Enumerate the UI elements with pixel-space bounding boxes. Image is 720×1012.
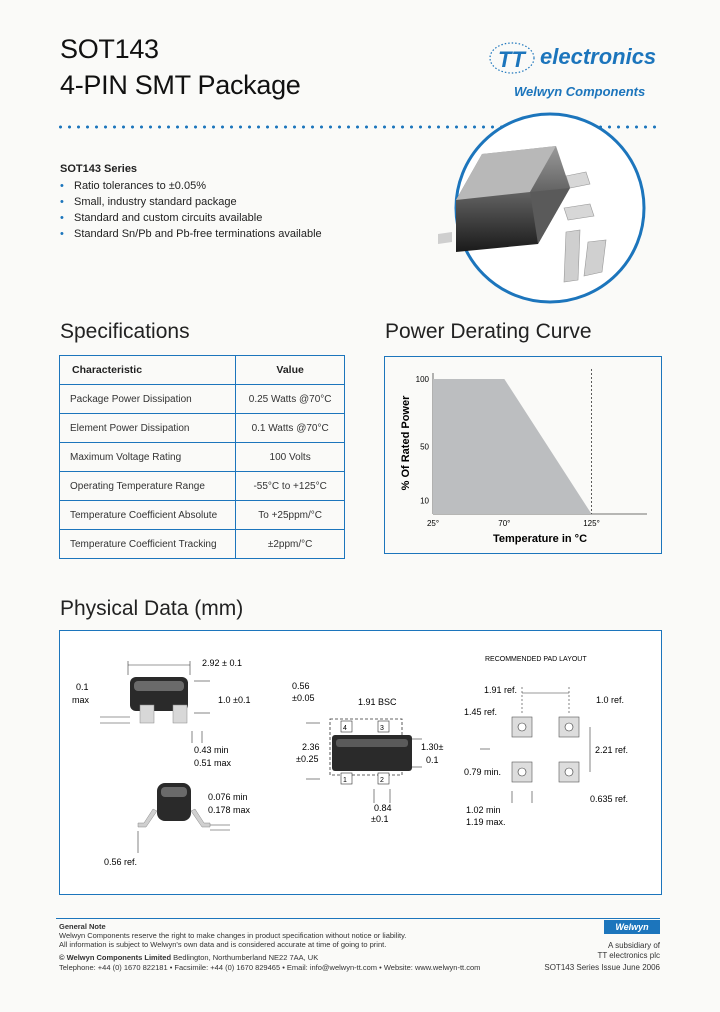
pin-number: 3 [380,725,384,732]
table-row [60,501,345,530]
column-header: Characteristic [60,356,236,385]
table-row [60,443,345,472]
page-subtitle: 4-PIN SMT Package [60,70,301,100]
dim-length-tol: ±0.25 [296,754,319,764]
pad-layout-drawing [480,687,590,803]
dim-wide-lead: 0.84 [374,803,392,813]
page-title: SOT143 [60,34,159,64]
spec-label: Temperature Coefficient Absolute [60,501,236,530]
pad-dim: 0.79 min. [464,767,502,777]
table-row [60,530,345,559]
issue-date: SOT143 Series Issue June 2006 [544,963,660,972]
spec-label: Temperature Coefficient Tracking [60,530,236,559]
company-location: Bedlington, Northumberland NE22 7AA, UK [171,953,319,962]
logo-text: electronics [540,44,657,69]
dim-body-width-tol: 0.1 [426,755,439,765]
general-note-line: Welwyn Components reserve the right to make changes in product specification without notice or liability. [59,931,407,940]
dim-width: 2.92 ± 0.1 [202,658,242,668]
y-tick-label: 10 [420,496,429,506]
pad-dim: 1.0 ref. [596,695,625,705]
dim-lead-width-max: 0.51 max [194,758,232,768]
table-header-row [60,356,345,385]
tt-logo-icon [488,36,540,76]
y-axis-label: % Of Rated Power [400,395,412,491]
pad-dim: 1.91 ref. [484,685,518,695]
x-tick-label: 25° [426,519,440,528]
y-tick-label: 100 [415,375,429,384]
derating-area [433,379,592,514]
feature-item: • Ratio tolerances to ±0.05% [58,178,322,194]
logo-mark: TT [498,47,525,72]
pad-dim: 1.45 ref. [464,707,498,717]
x-axis-label: Temperature in °C [492,533,588,545]
general-note-title: General Note [59,922,106,931]
dim-thickness-max: max [72,695,90,705]
pad-dim: 0.635 ref. [590,794,629,804]
subsidiary-line: A subsidiary of [607,941,660,950]
table-row [60,414,345,443]
company-address [59,953,318,962]
company-contact: Telephone: +44 (0) 1670 822181 • Facsimile: +44 (0) 1670 829465 • Email: info@welwyn-tt.com • Website: www.welwyn-tt.com [59,963,481,972]
pin-number: 4 [343,725,347,732]
package-photo [438,112,666,308]
series-title: SOT143 Series [60,163,138,175]
logo-subtitle: Welwyn Components [514,84,646,99]
pad-layout-title: RECOMMENDED PAD LAYOUT [485,656,587,663]
feature-item: • Standard and custom circuits available [58,210,322,226]
pin-number: 1 [343,777,347,784]
dim-body-width: 1.30± [421,742,444,752]
derating-chart-frame [384,356,662,554]
footer-rule [56,918,660,919]
dim-thickness: 0.1 [76,682,89,692]
physical-frame [59,630,662,895]
dim-lead-width-min: 0.43 min [194,745,229,755]
specifications-table [59,355,345,559]
derating-heading: Power Derating Curve [385,320,592,343]
pad-dim: 2.21 ref. [595,745,629,755]
dim-lead-width: 0.56 [292,681,310,691]
physical-drawings [60,631,661,894]
derating-chart [385,357,661,553]
spec-value: -55°C to +125°C [236,472,345,501]
subsidiary-parent: TT electronics plc [597,951,660,960]
spec-value: 100 Volts [236,443,345,472]
feature-item: • Standard Sn/Pb and Pb-free terminations available [58,226,322,242]
spec-label: Operating Temperature Range [60,472,236,501]
spec-value: To +25ppm/°C [236,501,345,530]
welwyn-badge: Welwyn [604,920,660,934]
x-tick-label: 125° [583,519,600,528]
pad-dim: 1.02 min [466,805,501,815]
dim-lead-thickness-min: 0.076 min [208,792,248,802]
column-header: Value [236,356,345,385]
pad-dim: 1.19 max. [466,817,506,827]
dim-pitch: 1.91 BSC [358,697,397,707]
dim-length: 2.36 [302,742,320,752]
side-view-drawing [100,661,210,743]
specifications-heading: Specifications [60,320,190,343]
spec-value: ±2ppm/°C [236,530,345,559]
feature-item: • Small, industry standard package [58,194,322,210]
spec-label: Maximum Voltage Rating [60,443,236,472]
x-tick-label: 70° [498,519,511,528]
dim-lead-width-tol: ±0.05 [292,693,315,703]
dim-wide-lead-tol: ±0.1 [371,814,389,824]
spec-value: 0.25 Watts @70°C [236,385,345,414]
pin-number: 2 [380,777,384,784]
general-note-line: All information is subject to Welwyn's own data and is considered accurate at time of going to print. [59,940,387,949]
y-tick-label: 50 [420,442,429,452]
physical-heading: Physical Data (mm) [60,597,244,620]
spec-value: 0.1 Watts @70°C [236,414,345,443]
feature-list [58,178,322,242]
table-row [60,385,345,414]
dim-lead-thickness-max: 0.178 max [208,805,251,815]
spec-label: Package Power Dissipation [60,385,236,414]
table-row [60,472,345,501]
dim-height: 1.0 ±0.1 [218,695,251,705]
dim-standoff: 0.56 ref. [104,857,138,867]
spec-label: Element Power Dissipation [60,414,236,443]
top-view-drawing [306,719,422,803]
company-name: © Welwyn Components Limited [59,953,172,962]
